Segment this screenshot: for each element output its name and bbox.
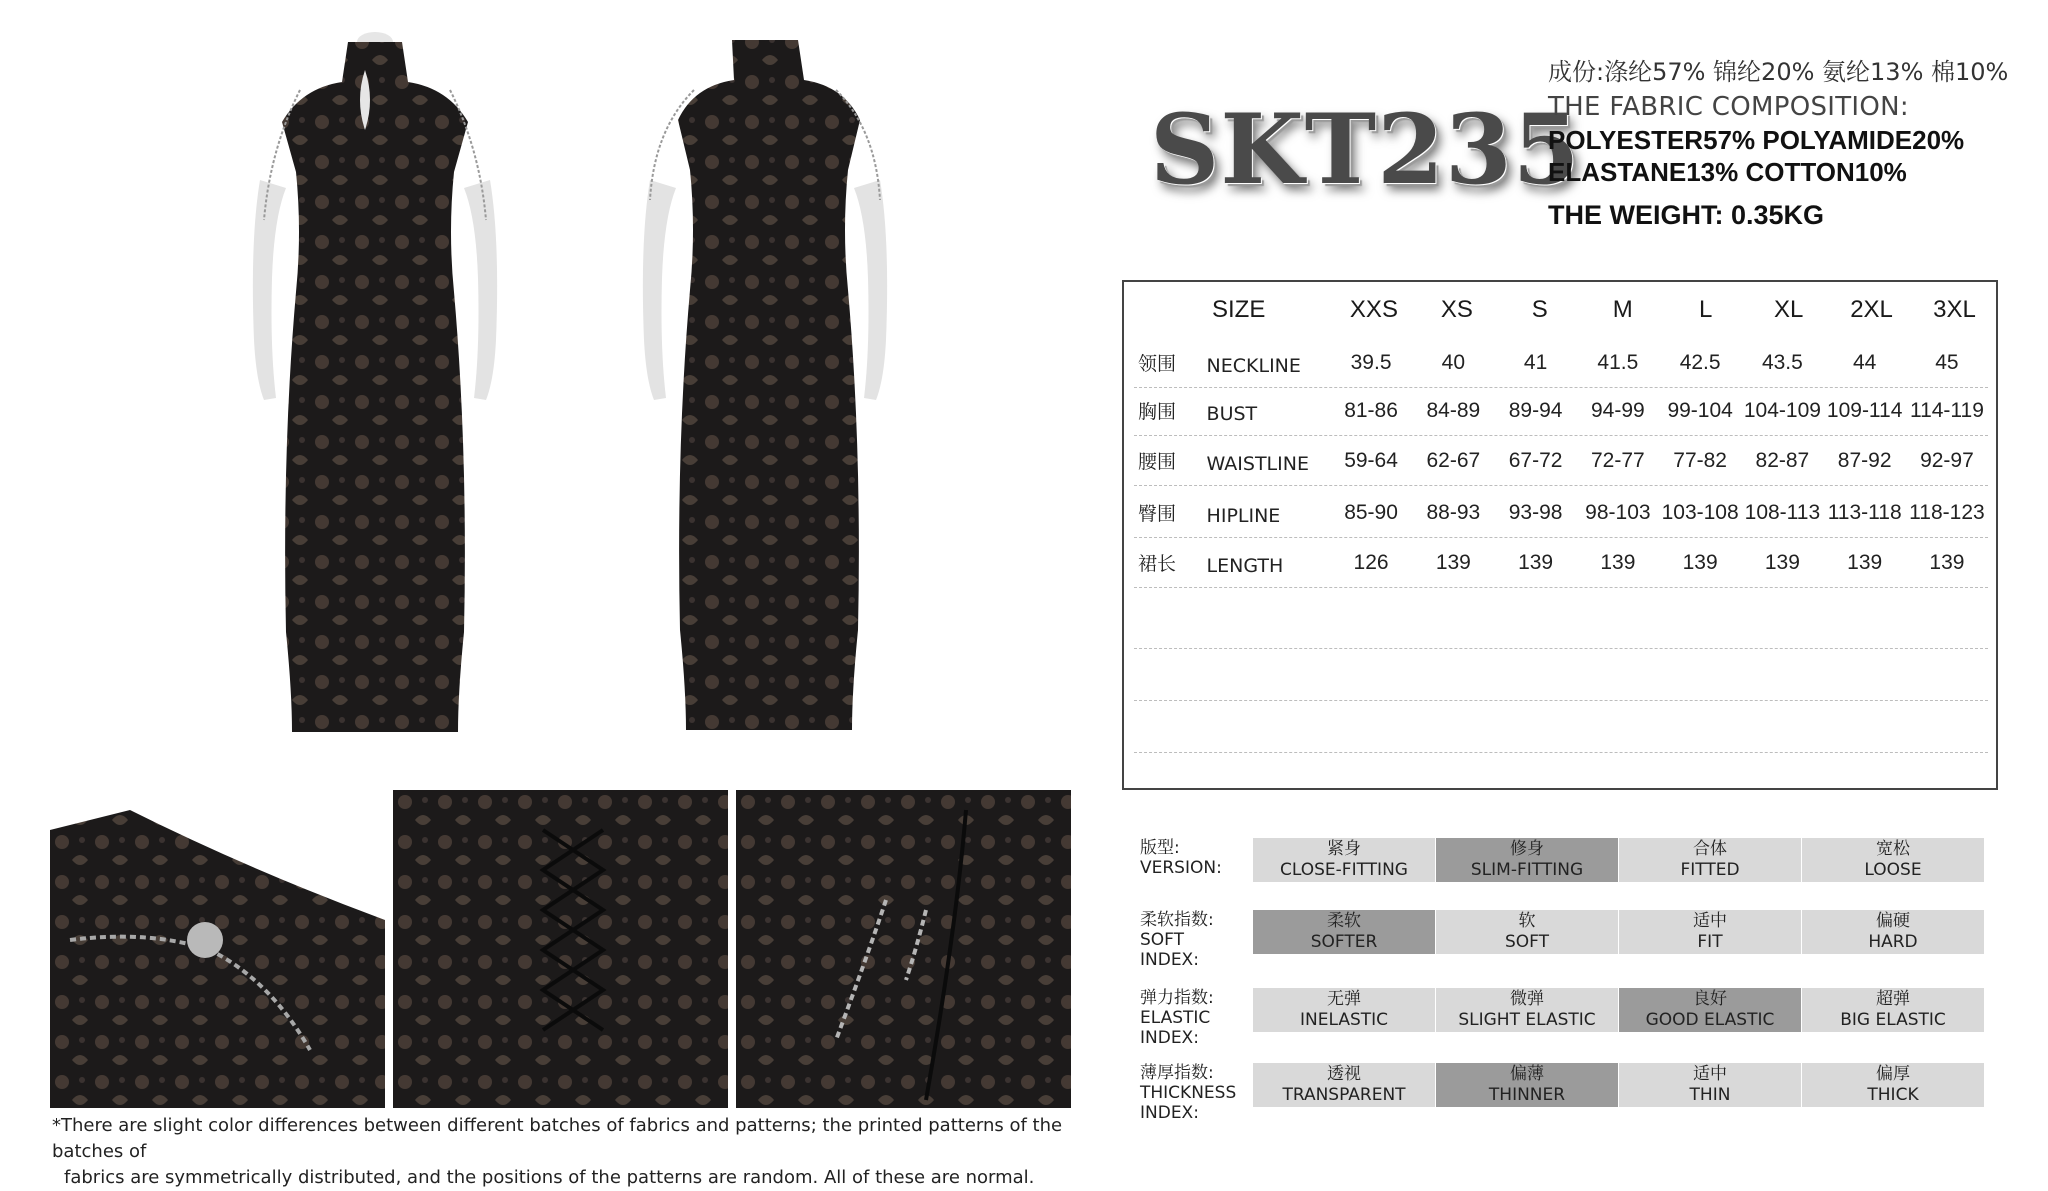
measurement-value: 139 [1435,550,1471,574]
detail-lacing-image [393,790,728,1108]
detail-shoulder-image [50,790,385,1108]
index-option [1802,988,1984,1032]
measurement-value: 139 [1929,550,1965,574]
index-option [1253,1063,1435,1107]
measurement-value: 98-103 [1585,500,1651,524]
model-code: SKT235 [1150,93,1581,206]
measurement-value: 108-113 [1744,500,1821,524]
measurement-value: 41 [1523,350,1548,374]
detail-photo-shoulder [50,790,385,1108]
measurement-value: 43.5 [1761,350,1803,374]
measurement-value: 94-99 [1591,398,1645,422]
dress-front-image [230,30,520,760]
size-row-waistline [1134,436,1988,486]
size-row-hipline [1134,488,1988,538]
index-scale-label-line: SOFT [1140,930,1185,950]
index-option-cn: 宽松 [1876,839,1910,859]
index-option-en: SOFT [1504,932,1550,952]
fabric-weight: THE WEIGHT: 0.35KG [1548,200,1825,230]
measurement-value: 139 [1600,550,1636,574]
index-option [1436,910,1618,954]
index-option [1619,910,1801,954]
size-col-header: XXS [1349,296,1398,323]
index-scale-label [1140,910,1255,970]
index-option-en: THICK [1867,1085,1919,1105]
measurement-value: 104-109 [1743,398,1821,422]
empty-row-divider [1134,700,1988,701]
index-option-cn: 柔软 [1327,911,1361,931]
index-option-en: BIG ELASTIC [1840,1010,1946,1030]
index-option-en: THIN [1689,1085,1731,1105]
index-option [1436,988,1618,1032]
index-option-cn: 软 [1518,911,1536,931]
note-line-1: *There are slight color differences between different batches of fabrics and patterns; the printed patterns of the batches of [52,1115,1063,1162]
index-option-en: HARD [1868,932,1918,952]
index-option [1802,910,1984,954]
fabric-composition-label: THE FABRIC COMPOSITION: [1548,92,1909,122]
index-scale-label-line: VERSION: [1140,858,1222,878]
detail-photo-chain [736,790,1071,1108]
index-option [1253,988,1435,1032]
measurement-value: 41.5 [1597,350,1639,374]
size-row-length [1134,538,1988,588]
note-line-2: fabrics are symmetrically distributed, and the positions of the patterns are random. All of these are normal. [64,1167,1035,1188]
index-option-cn: 偏厚 [1876,1064,1910,1084]
index-option [1619,1063,1801,1107]
measurement-value: 139 [1847,550,1883,574]
measurement-label-en: LENGTH [1206,554,1284,577]
detail-chain-image [736,790,1071,1108]
index-scale-3 [1140,1063,2000,1123]
index-scale-label-line: 弹力指数: [1140,988,1214,1008]
size-col-header: 2XL [1850,296,1893,323]
measurement-label-cn: 裙长 [1138,553,1177,575]
measurement-label-en: NECKLINE [1206,354,1301,377]
index-option-cn: 修身 [1510,839,1544,859]
measurement-value: 139 [1682,550,1718,574]
index-option-en: FIT [1697,932,1723,952]
measurement-value: 62-67 [1426,448,1481,472]
measurement-value: 103-108 [1661,500,1739,524]
measurement-value: 92-97 [1920,448,1974,472]
size-chart-table [1122,280,1998,790]
index-option-en: TRANSPARENT [1282,1085,1406,1105]
index-scale-options [1253,988,1985,1032]
fabric-composition-line1: POLYESTER57% POLYAMIDE20% [1548,125,1965,155]
index-option-cn: 良好 [1693,989,1727,1009]
index-option-cn: 透视 [1327,1064,1361,1084]
measurement-label-cn: 腰围 [1138,451,1177,473]
measurement-value: 139 [1764,550,1800,574]
index-option-cn: 超弹 [1876,989,1910,1009]
size-col-header: L [1699,296,1713,323]
measurement-value: 126 [1353,550,1389,574]
fabric-composition-line2: ELASTANE13% COTTON10% [1548,157,1907,187]
index-option-cn: 紧身 [1327,839,1361,859]
index-scale-2 [1140,988,2000,1048]
index-scale-label-line: THICKNESS [1140,1083,1237,1103]
detail-photo-lacing [393,790,728,1108]
measurement-label-en: HIPLINE [1206,504,1281,527]
index-option-en: CLOSE-FITTING [1280,860,1408,880]
measurement-label-cn: 领围 [1138,353,1177,375]
measurement-value: 59-64 [1344,448,1398,472]
index-scale-label-line: ELASTIC [1140,1008,1211,1028]
measurement-value: 67-72 [1508,448,1563,472]
fabric-composition [1548,54,2038,232]
measurement-label-en: BUST [1206,402,1258,425]
size-col-header: XL [1773,296,1804,323]
empty-row-divider [1134,648,1988,649]
index-option-cn: 偏硬 [1876,911,1910,931]
measurement-value: 72-77 [1591,448,1645,472]
index-scale-0 [1140,838,2000,898]
index-scale-label-line: 版型: [1140,838,1180,858]
index-option-cn: 无弹 [1327,989,1361,1009]
measurement-value: 81-86 [1344,398,1398,422]
index-option-cn: 适中 [1693,911,1727,931]
measurement-label-cn: 臀围 [1138,503,1177,525]
measurement-value: 93-98 [1508,500,1563,524]
index-option-en: SLIGHT ELASTIC [1458,1010,1596,1030]
measurement-value: 85-90 [1344,500,1398,524]
measurement-value: 99-104 [1667,398,1733,422]
index-option-selected [1253,910,1435,954]
size-header-label: SIZE [1212,296,1266,323]
index-option-en: SLIM-FITTING [1470,860,1584,880]
size-chart-header [1124,282,1996,338]
measurement-value: 84-89 [1426,398,1481,422]
measurement-label-cn: 胸围 [1138,401,1177,423]
index-option-cn: 偏薄 [1510,1064,1544,1084]
measurement-value: 77-82 [1673,448,1727,472]
fabric-composition-cn: 成份:涤纶57% 锦纶20% 氨纶13% 棉10% [1548,58,2009,86]
index-option-en: SOFTER [1310,932,1378,952]
index-scale-options [1253,910,1985,954]
index-option-selected [1619,988,1801,1032]
measurement-value: 114-119 [1909,398,1984,422]
empty-row-divider [1134,752,1988,753]
index-option-cn: 合体 [1693,839,1727,859]
index-option-selected [1436,1063,1618,1107]
index-option-cn: 微弹 [1510,989,1544,1009]
size-col-header: S [1531,296,1548,323]
measurement-value: 87-92 [1837,448,1892,472]
index-scale-label-line: 薄厚指数: [1140,1063,1214,1083]
measurement-value: 82-87 [1755,448,1810,472]
measurement-value: 40 [1441,350,1466,374]
size-col-header: 3XL [1933,296,1976,323]
index-scale-label [1140,838,1255,878]
index-scale-options [1253,1063,1985,1107]
size-row-bust [1134,386,1988,436]
measurement-value: 139 [1518,550,1554,574]
size-row-neckline [1134,338,1988,388]
measurement-value: 45 [1935,350,1959,374]
index-option-cn: 适中 [1693,1064,1727,1084]
index-option-en: THINNER [1488,1085,1566,1105]
size-col-header: M [1612,296,1633,323]
index-scale-1 [1140,910,2000,970]
measurement-value: 44 [1852,350,1877,374]
size-col-header: XS [1440,296,1473,323]
measurement-label-en: WAISTLINE [1206,452,1309,475]
measurement-value: 88-93 [1426,500,1481,524]
index-scale-label-line: INDEX: [1140,950,1199,970]
index-option-en: FITTED [1680,860,1740,880]
dress-back-image [620,30,910,760]
index-scale-label [1140,988,1255,1048]
index-option-en: LOOSE [1864,860,1922,880]
index-option [1802,1063,1984,1107]
index-option-en: GOOD ELASTIC [1645,1010,1775,1030]
index-option-en: INELASTIC [1299,1010,1389,1030]
dress-back-photo [620,30,910,760]
measurement-value: 118-123 [1909,500,1985,524]
index-scale-options [1253,838,1985,882]
index-scale-label-line: INDEX: [1140,1103,1199,1123]
measurement-value: 39.5 [1350,350,1392,374]
index-scale-label-line: INDEX: [1140,1028,1199,1048]
index-scale-label-line: 柔软指数: [1140,910,1214,930]
measurement-value: 109-114 [1826,398,1903,422]
color-disclaimer-note [52,1113,1102,1191]
measurement-value: 89-94 [1508,398,1563,422]
measurement-value: 42.5 [1679,350,1721,374]
measurement-value: 113-118 [1827,500,1902,524]
index-option [1253,838,1435,882]
index-option [1619,838,1801,882]
index-option [1802,838,1984,882]
index-option-selected [1436,838,1618,882]
index-scale-label [1140,1063,1255,1123]
dress-front-photo [230,30,520,760]
